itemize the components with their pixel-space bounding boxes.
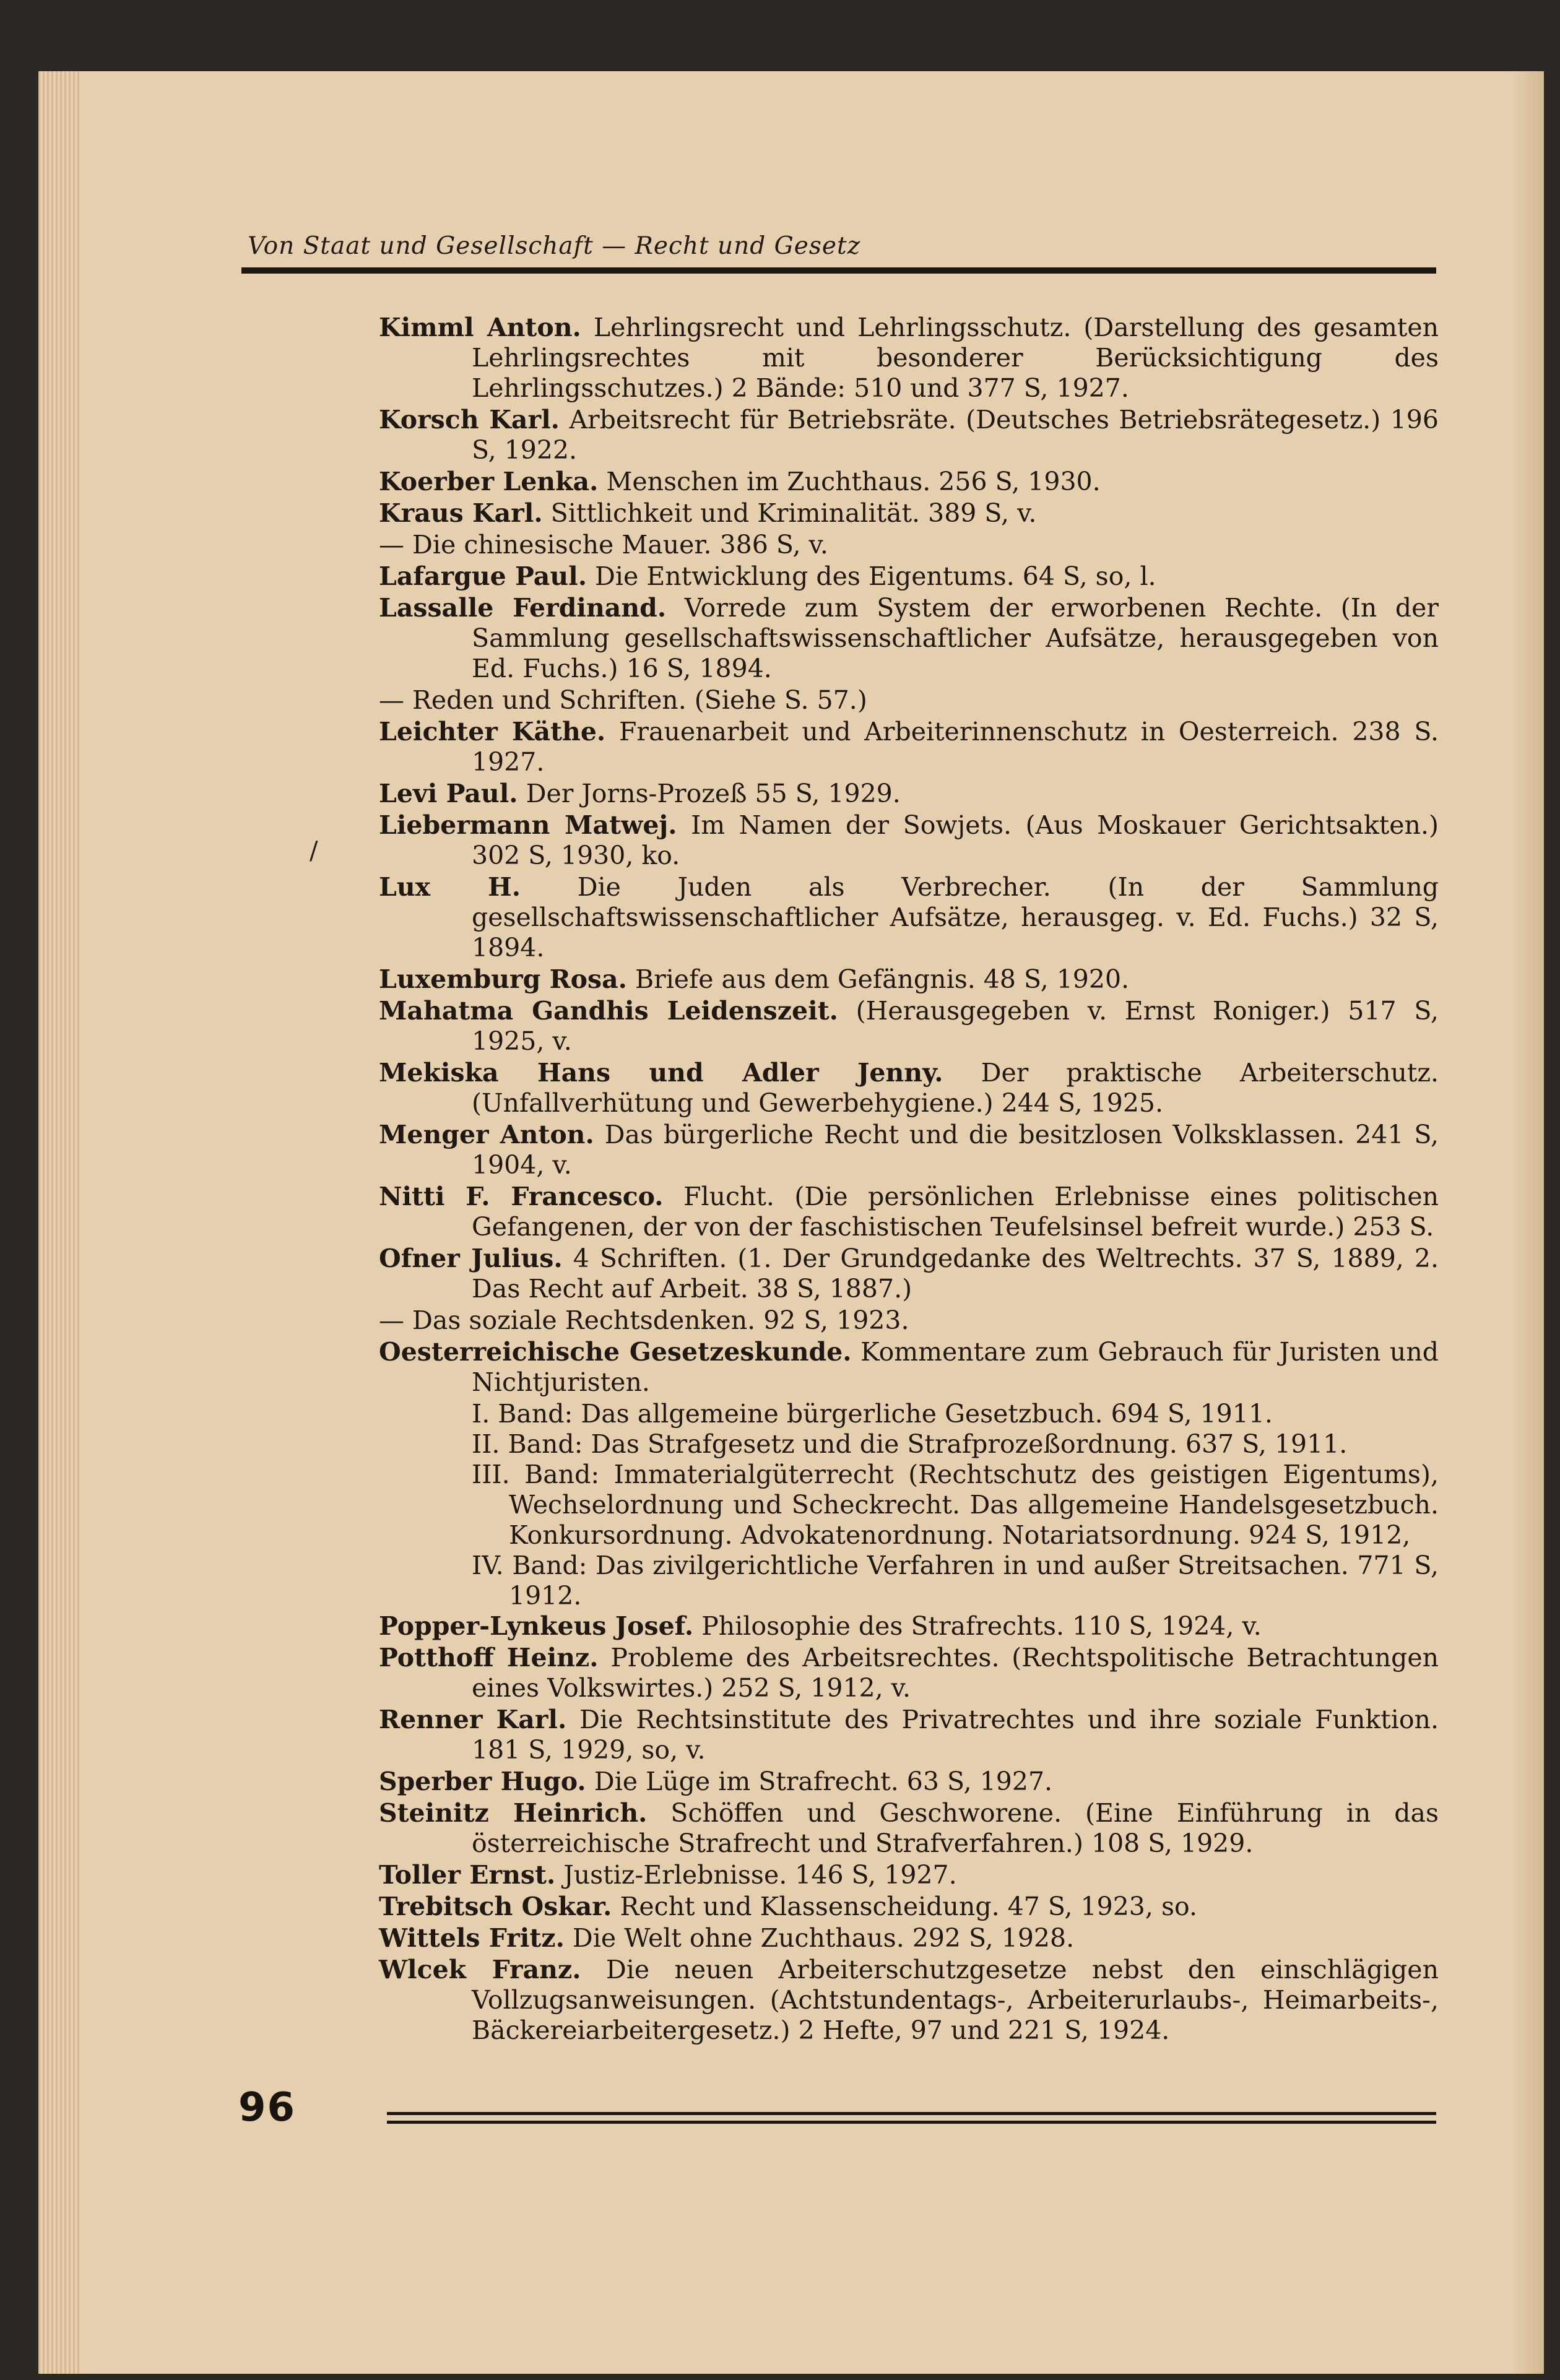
- volume-subentry: IV. Band: Das zivilgerichtliche Verfahren in und außer Streitsachen. 771 S, 1912.: [472, 1551, 1439, 1611]
- entry-author: Sperber Hugo.: [379, 1767, 586, 1796]
- bibliography-entry: [379, 810, 1439, 871]
- entry-author: Mekiska Hans und Adler Jenny.: [379, 1058, 943, 1088]
- volume-subentry: III. Band: Immaterialgüterrecht (Rechtschutz des geistigen Eigentums), Wechselordnung und Scheckrecht. Das allgemeine Handelsgesetzbuch. Konkursordnung. Advokatenordnung. Notariatsordnung. 924 S, 1912,: [472, 1460, 1439, 1550]
- bibliography-entry: [379, 996, 1439, 1057]
- bibliography-entry: [379, 530, 1439, 560]
- entry-text: Recht und Klassenscheidung. 47 S, 1923, so.: [620, 1892, 1197, 1921]
- bibliography-entry: [379, 1892, 1439, 1922]
- entry-author: Kimml Anton.: [379, 313, 581, 342]
- bibliography-entry: [379, 1120, 1439, 1180]
- entry-text: Probleme des Arbeitsrechtes. (Rechtspolitische Betrachtungen eines Volkswirtes.) 252 S, 1912, v.: [472, 1643, 1439, 1703]
- entry-text: Arbeitsrecht für Betriebsräte. (Deutsches Betriebsrätegesetz.) 196 S, 1922.: [472, 405, 1439, 465]
- page-edge: [38, 71, 82, 2374]
- entry-text: Justiz-Erlebnisse. 146 S, 1927.: [563, 1860, 957, 1890]
- bibliography-entry: [379, 1798, 1439, 1859]
- entry-text: Frauenarbeit und Arbeiterinnenschutz in Oesterreich. 238 S. 1927.: [472, 717, 1439, 777]
- bibliography-entry: [379, 1923, 1439, 1954]
- entry-text: Flucht. (Die persönlichen Erlebnisse eines politischen Gefangenen, der von der faschistischen Teufelsinsel befreit wurde.) 253 S.: [472, 1182, 1439, 1242]
- entry-author: Mahatma Gandhis Leidenszeit.: [379, 996, 838, 1026]
- bibliography-entry: [379, 717, 1439, 777]
- entry-author: Oesterreichische Gesetzeskunde.: [379, 1337, 852, 1367]
- entry-text: Die Juden als Verbrecher. (In der Sammlung gesellschaftswissenschaftlicher Aufsätze, herausgeg. v. Ed. Fuchs.) 32 S, 1894.: [472, 872, 1439, 963]
- entry-text: Die neuen Arbeiterschutzgesetze nebst den einschlägigen Vollzugsanweisungen. (Achtstundentags-, Arbeiterurlaubs-, Heimarbeits-, Bäckereiarbeitergesetz.) 2 Hefte, 97 und 221 S, 1924.: [472, 1955, 1439, 2045]
- entry-text: — Die chinesische Mauer. 386 S, v.: [379, 530, 828, 560]
- bibliography-entry: [379, 872, 1439, 963]
- entry-text: Philosophie des Strafrechts. 110 S, 1924, v.: [701, 1611, 1262, 1641]
- bibliography-entry: [379, 1643, 1439, 1703]
- bibliography-entry: [379, 1182, 1439, 1242]
- bibliography-entry: [379, 685, 1439, 716]
- entry-author: Luxemburg Rosa.: [379, 964, 627, 994]
- bibliography-entry: [379, 1955, 1439, 2046]
- entry-text: Menschen im Zuchthaus. 256 S, 1930.: [606, 467, 1101, 496]
- footer-rule: [387, 2112, 1436, 2115]
- entry-text: Die Welt ohne Zuchthaus. 292 S, 1928.: [572, 1923, 1075, 1953]
- entry-text: — Reden und Schriften. (Siehe S. 57.): [379, 685, 867, 715]
- bibliography-entry: [379, 964, 1439, 995]
- entry-author: Kraus Karl.: [379, 498, 543, 528]
- running-header: Von Staat und Gesellschaft — Recht und Gesetz: [248, 232, 861, 260]
- volume-subentry: I. Band: Das allgemeine bürgerliche Gesetzbuch. 694 S, 1911.: [472, 1399, 1273, 1429]
- entry-author: Menger Anton.: [379, 1120, 594, 1149]
- bibliography-entry: [379, 593, 1439, 684]
- bibliography-entry: [379, 1705, 1439, 1765]
- header-rule: [241, 267, 1436, 274]
- entry-text: — Das soziale Rechtsdenken. 92 S, 1923.: [379, 1305, 909, 1335]
- entry-author: Nitti F. Francesco.: [379, 1182, 664, 1211]
- entry-text: Das bürgerliche Recht und die besitzlosen Volksklassen. 241 S, 1904, v.: [472, 1120, 1439, 1180]
- volume-subentry: II. Band: Das Strafgesetz und die Strafprozeßordnung. 637 S, 1911.: [472, 1429, 1348, 1459]
- entry-author: Levi Paul.: [379, 779, 518, 808]
- bibliography-entry: [379, 313, 1439, 404]
- entry-text: Briefe aus dem Gefängnis. 48 S, 1920.: [635, 964, 1130, 994]
- entry-text: Die Entwicklung des Eigentums. 64 S, so, l.: [595, 561, 1156, 591]
- entry-text: 4 Schriften. (1. Der Grundgedanke des Weltrechts. 37 S, 1889, 2. Das Recht auf Arbeit. 38 S, 1887.): [472, 1244, 1439, 1304]
- entry-author: Korsch Karl.: [379, 405, 560, 435]
- entry-author: Lafargue Paul.: [379, 561, 587, 591]
- bibliography-entry: [379, 561, 1439, 592]
- entry-author: Koerber Lenka.: [379, 467, 599, 496]
- entry-text: Der Jorns-Prozeß 55 S, 1929.: [526, 779, 901, 808]
- entry-text: Sittlichkeit und Kriminalität. 389 S, v.: [550, 498, 1037, 528]
- bibliography-entry: [379, 779, 1439, 809]
- entry-author: Trebitsch Oskar.: [379, 1892, 612, 1921]
- bibliography-entry: [379, 1611, 1439, 1642]
- entry-author: Leichter Käthe.: [379, 717, 606, 746]
- entry-text: Lehrlingsrecht und Lehrlingsschutz. (Darstellung des gesamten Lehrlingsrechtes mit besonderer Berücksichtigung des Lehrlingsschutzes.) 2 Bände: 510 und 377 S, 1927.: [472, 313, 1439, 403]
- entry-author: Ofner Julius.: [379, 1244, 563, 1273]
- page-gutter: [1510, 71, 1544, 2374]
- bibliography-entry: [379, 1244, 1439, 1304]
- bibliography-entry: [379, 1337, 1439, 1398]
- entry-author: Wlcek Franz.: [379, 1955, 581, 1984]
- entry-text: Schöffen und Geschworene. (Eine Einführung in das österreichische Strafrecht und Strafverfahren.) 108 S, 1929.: [472, 1798, 1439, 1858]
- bibliography-entry: [379, 467, 1439, 497]
- entry-text: Der praktische Arbeiterschutz. (Unfallverhütung und Gewerbehygiene.) 244 S, 1925.: [472, 1058, 1439, 1118]
- bibliography-entry: [379, 1860, 1439, 1890]
- entry-author: Liebermann Matwej.: [379, 810, 677, 840]
- entry-author: Renner Karl.: [379, 1705, 567, 1734]
- entry-text: Die Lüge im Strafrecht. 63 S, 1927.: [594, 1767, 1053, 1796]
- entry-text: Im Namen der Sowjets. (Aus Moskauer Gerichtsakten.) 302 S, 1930, ko.: [472, 810, 1439, 870]
- footer-rule: [387, 2121, 1436, 2124]
- entry-author: Lux H.: [379, 872, 521, 902]
- entry-author: Steinitz Heinrich.: [379, 1798, 648, 1828]
- entry-author: Wittels Fritz.: [379, 1923, 565, 1953]
- bibliography-entry: [379, 1058, 1439, 1119]
- margin-mark: /: [310, 837, 318, 865]
- entry-author: Potthoff Heinz.: [379, 1643, 599, 1672]
- bibliography-entry: [379, 1767, 1439, 1797]
- bibliography-entry: [379, 498, 1439, 529]
- entry-text: Die Rechtsinstitute des Privatrechtes und ihre soziale Funktion. 181 S, 1929, so, v.: [472, 1705, 1439, 1765]
- bibliography-entry: [379, 405, 1439, 465]
- entry-text: Vorrede zum System der erworbenen Rechte. (In der Sammlung gesellschaftswissenschaftlicher Aufsätze, herausgegeben von Ed. Fuchs.) 16 S, 1894.: [472, 593, 1439, 683]
- entry-text: (Herausgegeben v. Ernst Roniger.) 517 S, 1925, v.: [472, 996, 1439, 1056]
- bibliography-list: [379, 313, 1439, 2047]
- entry-author: Popper-Lynkeus Josef.: [379, 1611, 694, 1641]
- bibliography-entry: [379, 1305, 1439, 1336]
- entry-text: Kommentare zum Gebrauch für Juristen und Nichtjuristen.: [472, 1337, 1439, 1397]
- page-number: 96: [238, 2085, 297, 2131]
- entry-author: Toller Ernst.: [379, 1860, 556, 1890]
- entry-author: Lassalle Ferdinand.: [379, 593, 667, 623]
